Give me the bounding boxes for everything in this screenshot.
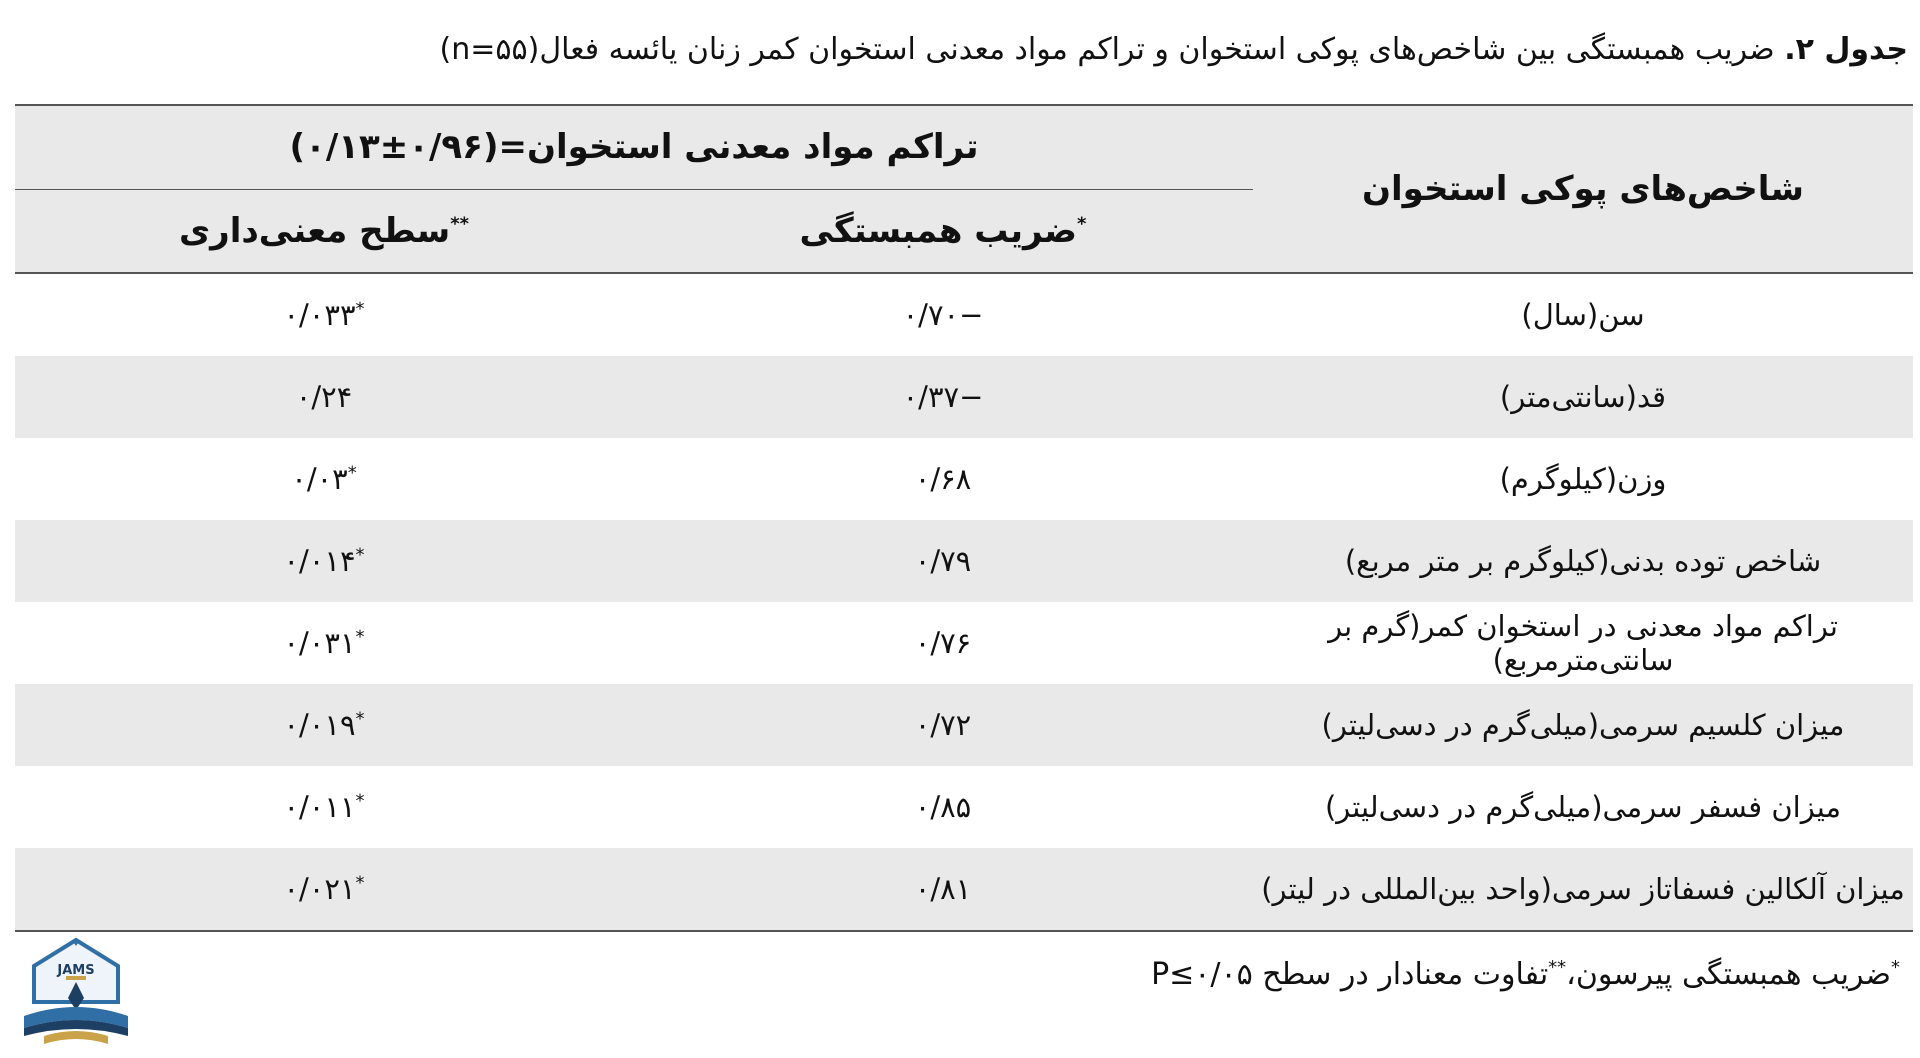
correlation-value: ۰/۸۱ xyxy=(633,848,1253,931)
correlation-value: −۰/۷۰ xyxy=(902,298,984,332)
column-header-sig: **سطح معنی‌داری xyxy=(15,189,633,273)
table-row xyxy=(15,848,1913,931)
table-row xyxy=(15,273,1913,356)
row-label: وزن(کیلوگرم) xyxy=(1499,462,1667,496)
row-header: شاخص‌های پوکی استخوان xyxy=(1253,105,1913,273)
significance-value: ۰/۰۳ xyxy=(291,462,348,496)
row-label: میزان آلکالین فسفاتاز سرمی(واحد بین‌المللی در لیتر) xyxy=(1253,848,1913,931)
significance-mark: * xyxy=(355,298,365,320)
significance-cell xyxy=(15,766,633,848)
significance-value: ۰/۰۳۱ xyxy=(283,626,356,660)
jams-logo xyxy=(14,936,138,1052)
row-label: میزان کلسیم سرمی(میلی‌گرم در دسی‌لیتر) xyxy=(1253,684,1913,766)
group-header: تراکم مواد معدنی استخوان=(۰/۹۶±۰/۱۳) xyxy=(15,105,1253,189)
table-caption xyxy=(439,28,1908,72)
significance-value: ۰/۰۲۱ xyxy=(283,872,356,906)
significance-mark: * xyxy=(355,872,365,894)
row-label: تراکم مواد معدنی در استخوان کمر(گرم بر سانتی‌مترمربع) xyxy=(1328,609,1838,677)
logo-text: JAMS xyxy=(57,963,95,978)
significance-cell xyxy=(15,438,633,520)
significance-value: ۰/۰۱۱ xyxy=(283,790,356,824)
significance-cell xyxy=(15,520,633,602)
table-row xyxy=(15,520,1913,602)
table-row xyxy=(15,684,1913,766)
row-label: سن(سال) xyxy=(1521,298,1645,332)
correlation-value: ۰/۶۸ xyxy=(914,462,972,496)
caption-label: جدول ۲. xyxy=(1784,32,1908,67)
significance-cell xyxy=(15,273,633,356)
significance-value: ۰/۲۴ xyxy=(295,380,353,414)
significance-value: ۰/۰۳۳ xyxy=(283,298,356,332)
footnote: *ضریب همبستگی پیرسون،**تفاوت معنادار در سطح P≤۰/۰۵ xyxy=(1151,957,1900,992)
table-row xyxy=(15,356,1913,438)
significance-value: ۰/۰۱۴ xyxy=(283,544,356,578)
caption-text: ضریب همبستگی بین شاخص‌های پوکی استخوان و تراکم مواد معدنی استخوان کمر زنان یائسه فعال(n=۵۵) xyxy=(439,32,1785,67)
significance-cell xyxy=(15,602,633,684)
significance-value: ۰/۰۱۹ xyxy=(283,708,356,742)
correlation-value: ۰/۸۵ xyxy=(914,790,972,824)
correlation-value: ۰/۷۹ xyxy=(633,520,1253,602)
significance-mark: * xyxy=(355,544,365,566)
significance-mark: * xyxy=(347,462,357,484)
correlation-value: ۰/۷۶ xyxy=(914,626,972,660)
column-header-coef: *ضریب همبستگی xyxy=(633,189,1253,273)
correlation-value: −۰/۳۷ xyxy=(633,356,1253,438)
correlation-table xyxy=(15,104,1913,932)
row-label: میزان فسفر سرمی(میلی‌گرم در دسی‌لیتر) xyxy=(1324,790,1841,824)
table-row xyxy=(15,766,1913,848)
significance-cell xyxy=(15,848,633,931)
row-label: قد(سانتی‌متر) xyxy=(1253,356,1913,438)
significance-cell xyxy=(15,356,633,438)
row-label: شاخص توده بدنی(کیلوگرم بر متر مربع) xyxy=(1253,520,1913,602)
significance-mark: * xyxy=(355,626,365,648)
correlation-value: ۰/۷۲ xyxy=(633,684,1253,766)
significance-mark: * xyxy=(355,708,365,730)
table-row xyxy=(15,602,1913,684)
significance-cell xyxy=(15,684,633,766)
table-row xyxy=(15,438,1913,520)
significance-mark: * xyxy=(355,790,365,812)
